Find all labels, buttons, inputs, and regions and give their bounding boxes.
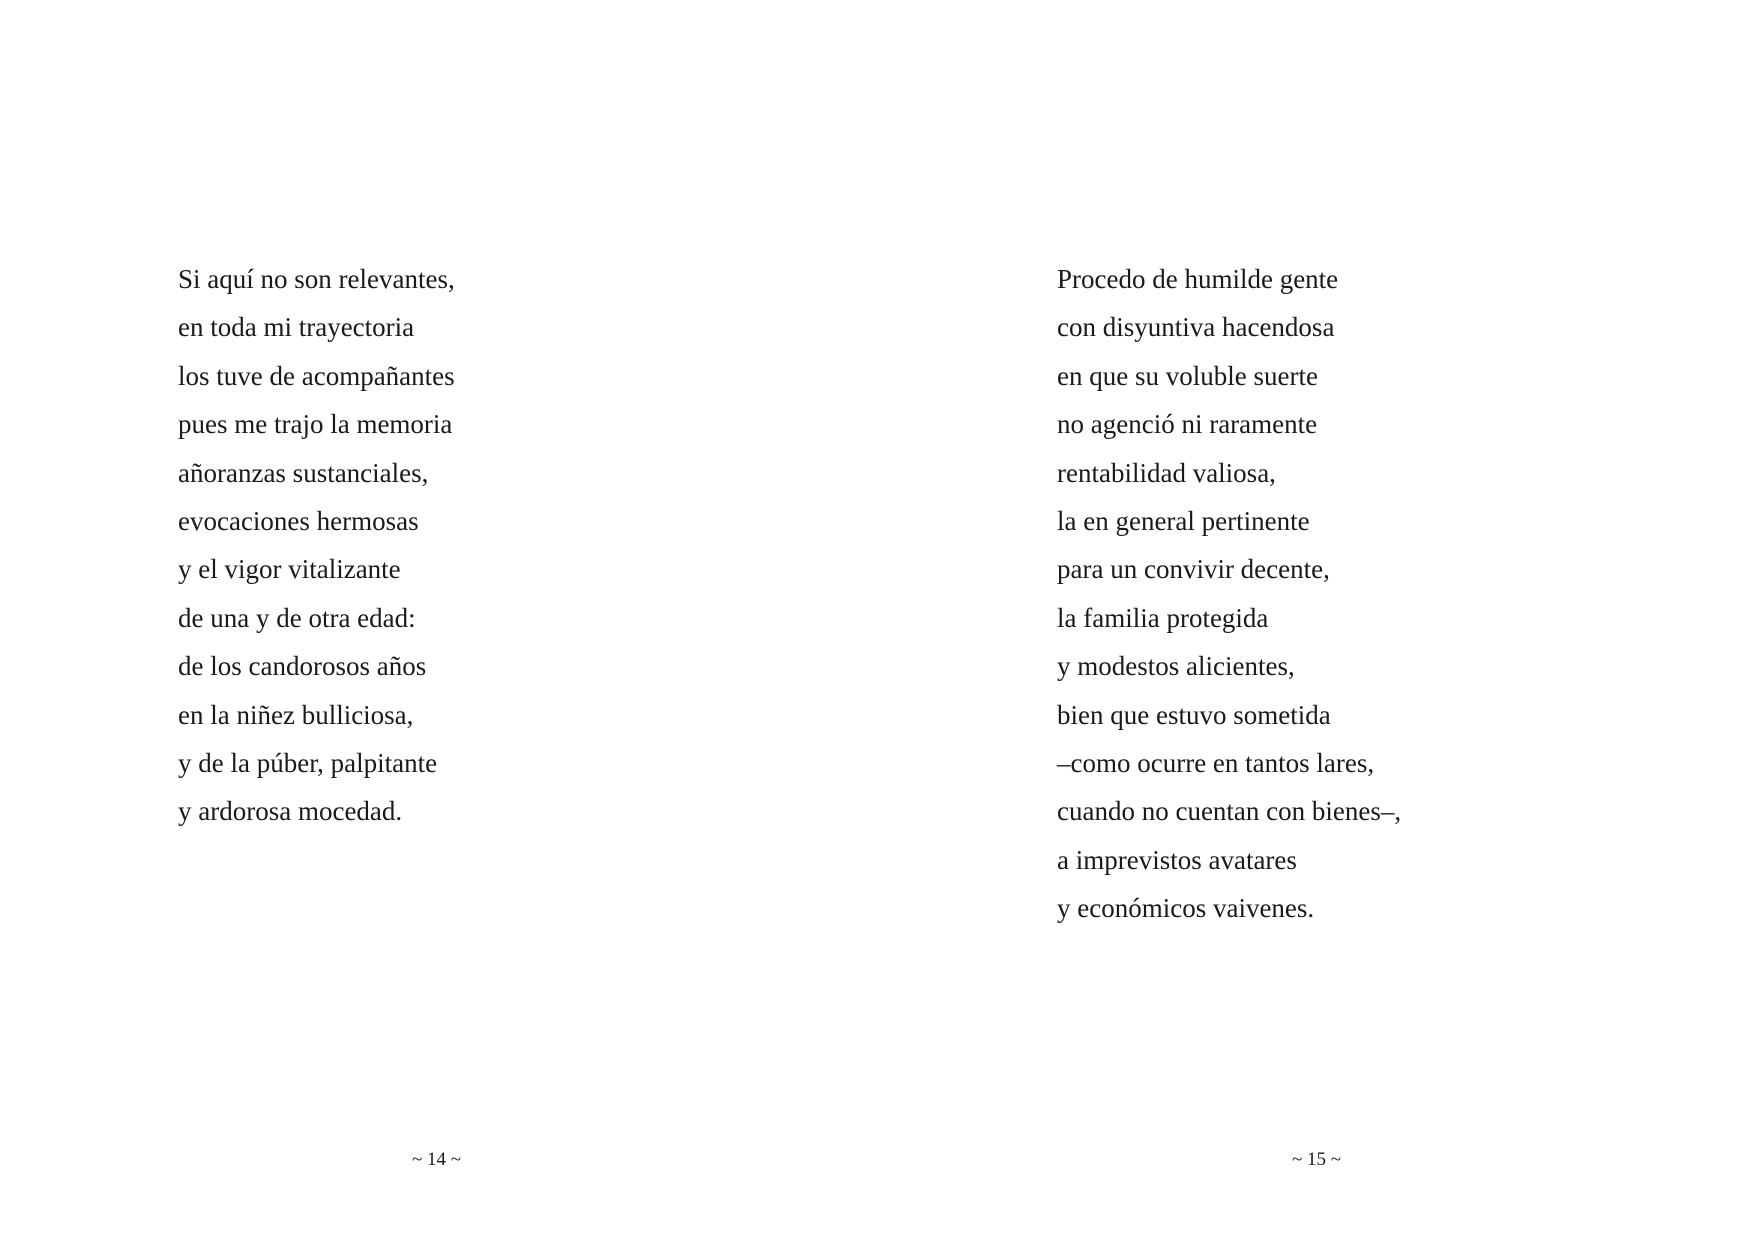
- verse-line: en la niñez bulliciosa,: [178, 699, 414, 730]
- verse-line: de los candorosos años: [178, 651, 427, 682]
- verse-line: de una y de otra edad:: [178, 602, 416, 633]
- verse-line: y modestos alicientes,: [1057, 651, 1295, 682]
- poem-stanza-right: [1057, 255, 1401, 933]
- right-page: [874, 0, 1748, 1240]
- verse-line: con disyuntiva hacendosa: [1057, 312, 1335, 343]
- page-number-right: ~ 15 ~: [1292, 1149, 1342, 1170]
- page-number-left: ~ 14 ~: [412, 1149, 462, 1170]
- verse-line: rentabilidad valiosa,: [1057, 457, 1276, 488]
- verse-line: añoranzas sustanciales,: [178, 457, 429, 488]
- verse-line: y económicos vaivenes.: [1057, 893, 1315, 924]
- verse-line: en que su voluble suerte: [1057, 360, 1318, 391]
- verse-line: evocaciones hermosas: [178, 506, 419, 537]
- poem-stanza-left: [178, 255, 455, 836]
- verse-line: cuando no cuentan con bienes–,: [1057, 796, 1402, 827]
- verse-line: Procedo de humilde gente: [1057, 264, 1339, 294]
- verse-line: pues me trajo la memoria: [178, 409, 453, 440]
- verse-line: no agenció ni raramente: [1057, 409, 1318, 440]
- verse-line: y de la púber, palpitante: [178, 748, 438, 779]
- verse-line: los tuve de acompañantes: [178, 360, 455, 391]
- verse-line: bien que estuvo sometida: [1057, 699, 1331, 730]
- verse-line: a imprevistos avatares: [1057, 844, 1297, 875]
- verse-line: Si aquí no son relevantes,: [178, 264, 455, 294]
- verse-line: la familia protegida: [1057, 602, 1269, 633]
- verse-line: –como ocurre en tantos lares,: [1057, 748, 1375, 779]
- verse-line: y el vigor vitalizante: [178, 554, 401, 585]
- verse-line: en toda mi trayectoria: [178, 312, 415, 343]
- verse-line: y ardorosa mocedad.: [178, 796, 403, 827]
- verse-line: para un convivir decente,: [1057, 554, 1330, 585]
- verse-line: la en general pertinente: [1057, 506, 1310, 537]
